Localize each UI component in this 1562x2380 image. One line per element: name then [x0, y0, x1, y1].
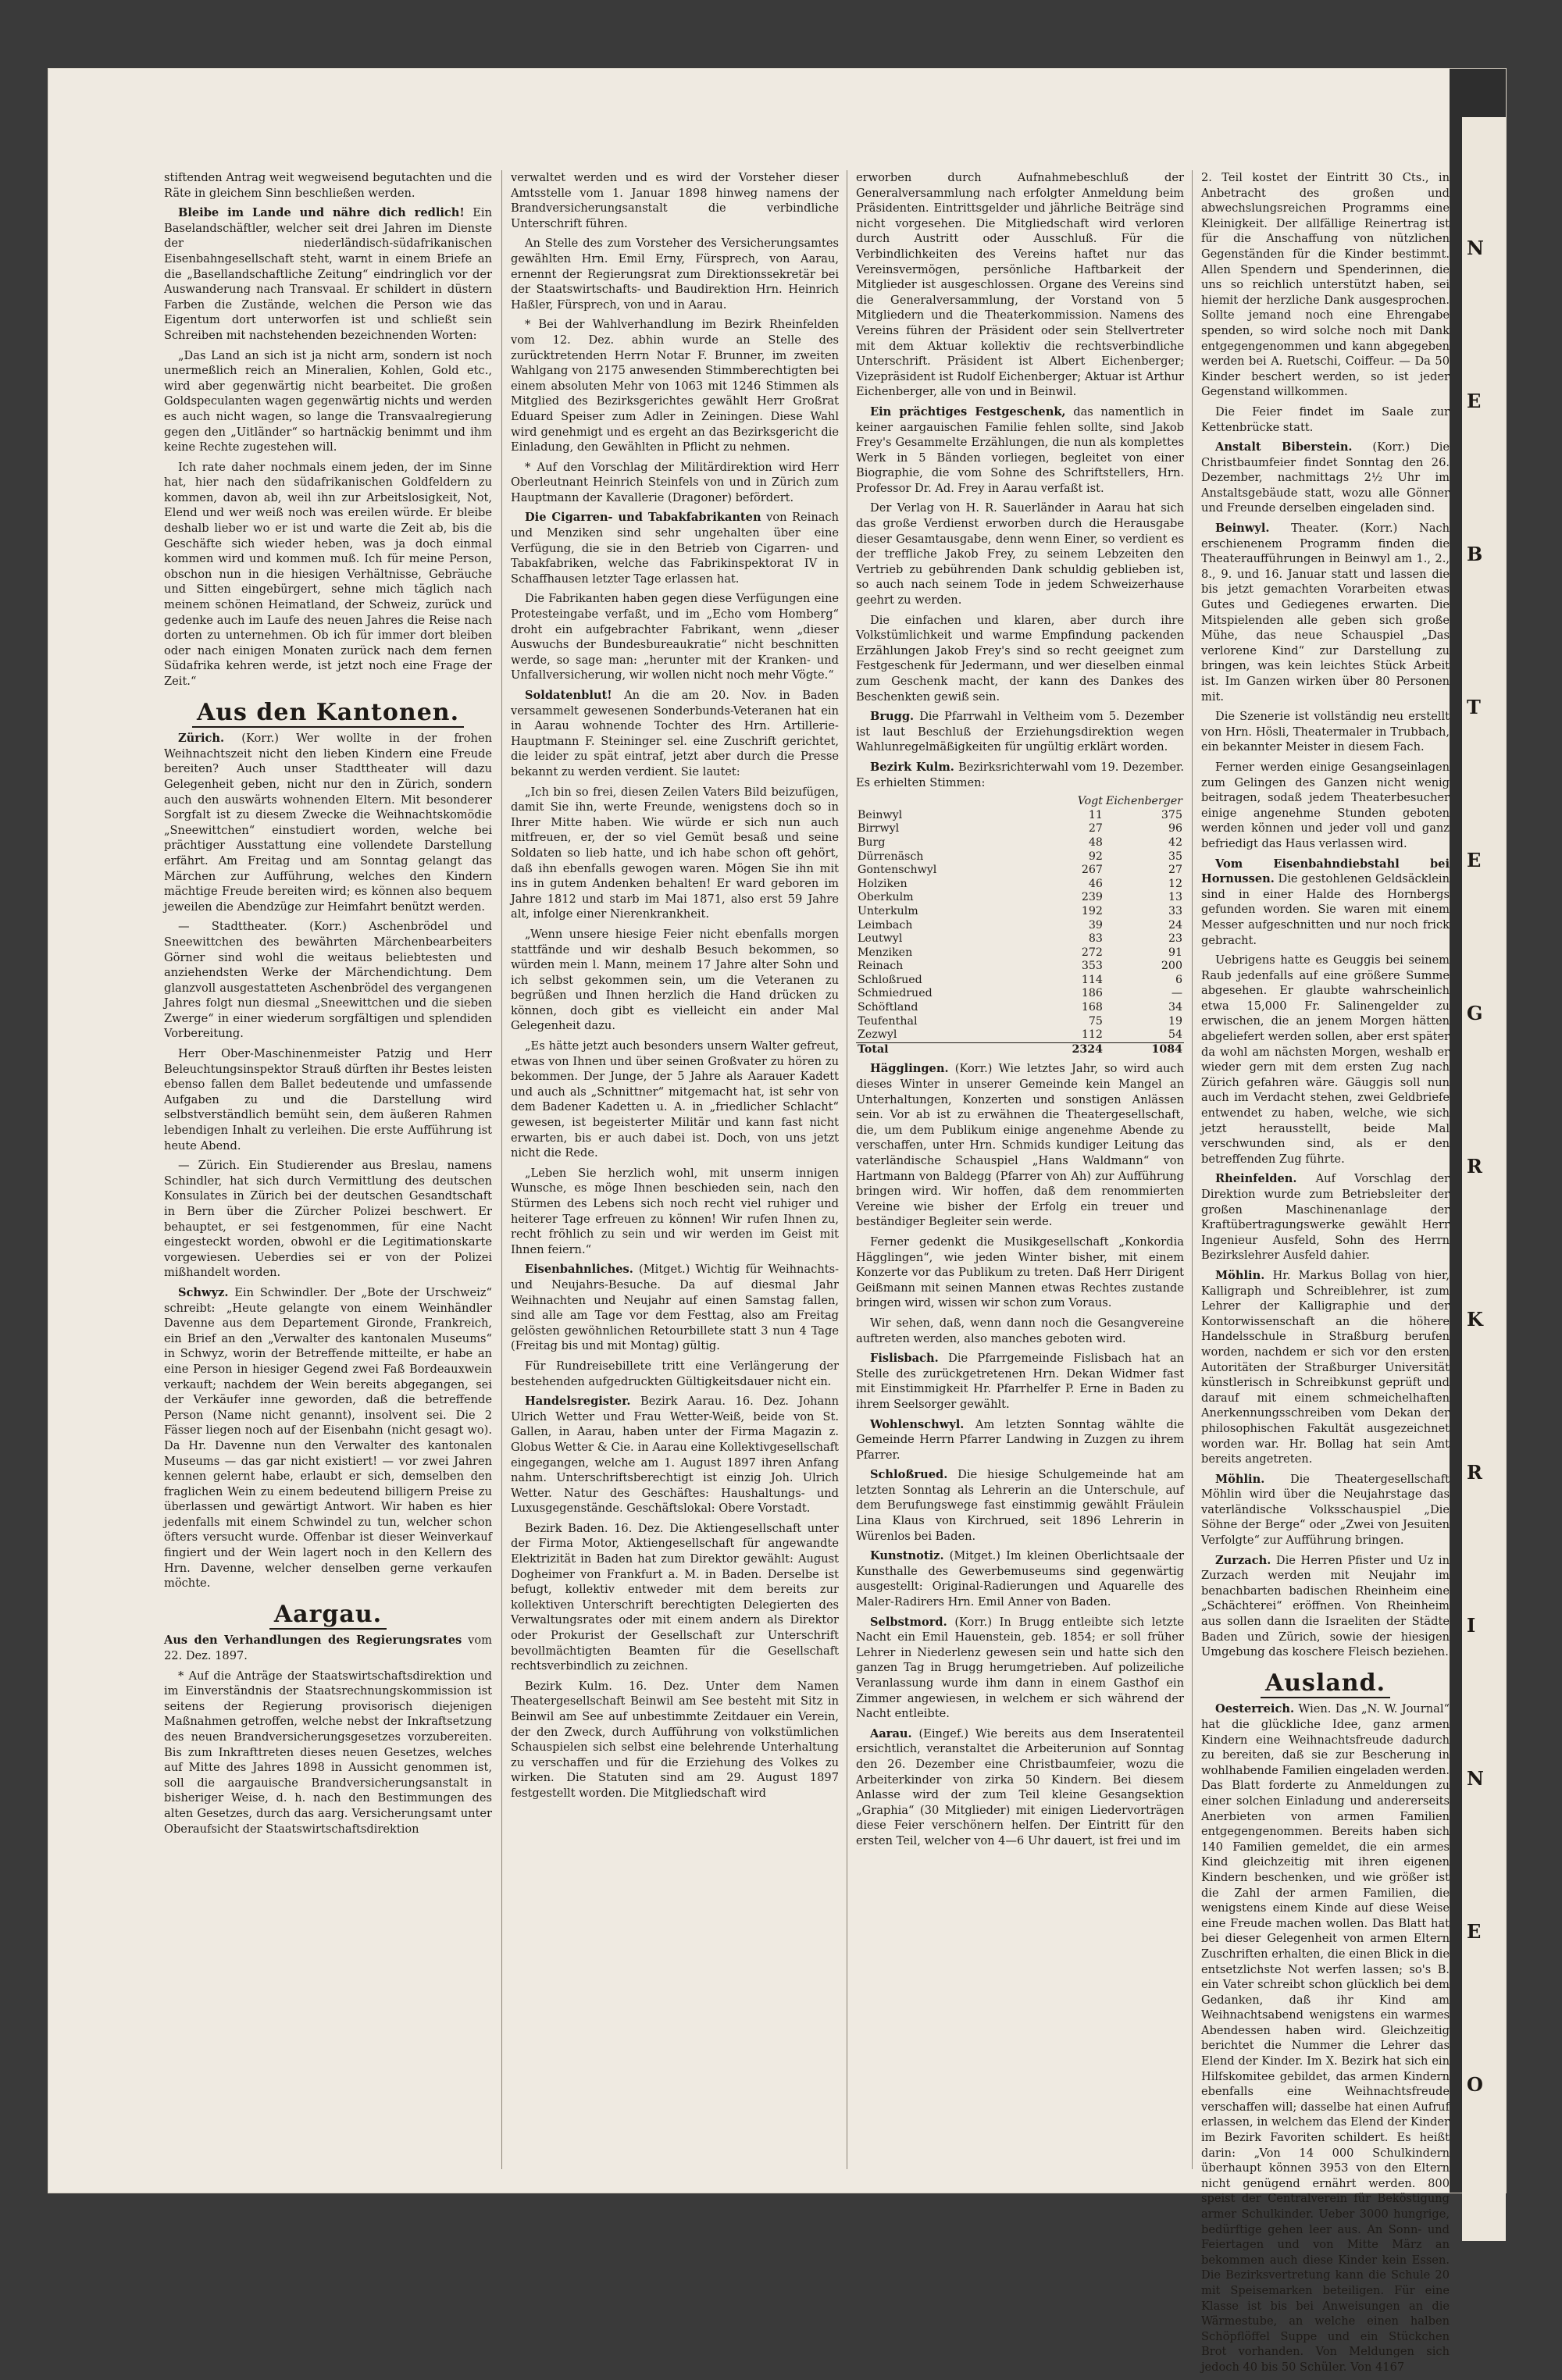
- vote-count-cell: 24: [1168, 918, 1182, 932]
- article-lead: Anstalt Biberstein.: [1215, 440, 1353, 454]
- table-row: [856, 946, 1184, 960]
- article-lead: Kunstnotiz.: [870, 1549, 944, 1563]
- municipality-cell: Schöftland: [858, 1001, 918, 1014]
- table-row: [856, 932, 1184, 946]
- table-row: [856, 1015, 1184, 1029]
- article-text: Die hiesige Schulgemeinde hat am letzten Sonntag als Lehrerin an die Unterschule, auf dem Berufungswege fast einstimmig gewählt Fräulein Lina Klaus von Kirchrued, seit 1896 Lehrerin in Würenlos bei Baden.: [856, 1468, 1185, 1543]
- vote-count-cell: 353: [1081, 960, 1103, 973]
- adjacent-page-fragment: E: [1467, 390, 1482, 412]
- article-text: von Reinach und Menziken sind sehr ungehalten über eine Verfügung, die sie in den Betrieb von Cigarren- und Tabakfabriken, welche das Fabrikinspektorat IV in Schaffhausen letzter Tage erlassen hat.: [511, 511, 839, 586]
- article-lead: Möhlin.: [1215, 1472, 1265, 1486]
- vote-count-cell: 13: [1168, 891, 1182, 904]
- article-text: Hr. Markus Bollag von hier, Kalligraph und Schreiblehrer, ist zum Lehrer der Kalligraphie und der Kontorwissenschaft an die höhere Handelsschule in Straßburg berufen worden, nachdem er sich vor den ersten Autoritäten der Straßburger Universität künstlerisch in Schreibkunst geprüft und darauf mit einem schmeichelhaften Anerkennungsschreiben vom Dekan der philosophischen Fakultät ausgezeichnet worden war. Hr. Bollag hat sein Amt bereits angetreten.: [1201, 1268, 1450, 1466]
- municipality-cell: Burg: [858, 835, 886, 849]
- article-text: Wien. Das „N. W. Journal“ hat die glückliche Idee, ganz armen Kindern eine Weihnachtsfreude dadurch zu bereiten, daß sie zur Bescherung in wohlhabende Familien eingeladen werden. Das Blatt forderte zu Anmeldungen zu einer solchen Einladung und andererseits Anerbieten von armen Familien entgegengenommen. Bereits haben sich 140 Familien gemeldet, die ein armes Kind gleichzeitig mit ihren eigenen Kindern beschenken, und wie größer ist die Zahl der armen Familien, die wenigstens einem Kinde auf diese Weise eine Freude machen wollen. Das Blatt hat bei dieser Gelegenheit von armen Eltern Zuschriften erhalten, die einen Blick in die entsetzlichste Not werfen lassen; so's B. ein Vater schreibt schon glücklich bei dem Gedanken, daß ihr Kind am Weihnachtsabend wenigstens ein warmes Abendessen haben wird. Gleichzeitig berichtet die Nummer die Lehrer das Elend der Kinder. Im X. Bezirk hat sich ein Hilfskomitee gebildet, das armen Kindern ebenfalls eine Weihnachtsfreude verschaffen will; dasselbe hat einen Aufruf erlassen, in welchem das Elend der Kinder im Bezirk Favoriten schildert. Es heißt darin: „Von 14 000 Schulkindern überhaupt können 3953 von den Eltern nicht genügend ernährt werden. 800 speist der Centralverein für Beköstigung armer Schulkinder. Ueber 3000 hungrige, bedürftige gehen leer aus. An Sonn- und Feiertagen und von Mitte März an bekommen auch diese Kinder kein Essen. Die Bezirksvertretung kann die Schule 20 mit Speisemarken beteiligen. Für eine Klasse ist bis bei Anweisungen an die Wärmestube, an welche einen halben Schöpflöffel Suppe und ein Stückchen Brot vorhanden. Von Meldungen sich jedoch 40 bis 50 Schüler. Von 4167: [1201, 1702, 1450, 2374]
- paragraph: Bezirk Baden. 16. Dez. Die Aktiengesellschaft unter der Firma Motor, Aktiengesellschaft für angewandte Elektrizität in Baden hat zum Direktor gewählt: August Dogheimer von Frankfurt a. M. in Baden. Derselbe ist befugt, kollektiv entweder mit dem bereits zur kollektiven Unterschrift berechtigten Delegierten des Verwaltungsrates oder mit einem andern als Direktor oder Prokurist der Gesellschaft zur Unterschrift bevollmächtigten Beamten für die Gesellschaft rechtsverbindlich zu zeichnen.: [511, 1521, 839, 1673]
- adjacent-page-fragment: G: [1467, 1002, 1483, 1024]
- municipality-cell: Birrwyl: [858, 822, 900, 835]
- adjacent-page-fragment: R: [1467, 1155, 1482, 1178]
- paragraph: Wir sehen, daß, wenn dann noch die Gesangvereine auftreten werden, also manches geboten wird.: [856, 1316, 1184, 1345]
- article-text: (Mitget.) Wichtig für Weihnachts- und Neujahrs-Besuche. Da auf diesmal Jahr Weihnachten und Neujahr auf einen Samstag fallen, sind alle am Tage vor dem Festtag, also am Freitag gelösten gewöhnlichen Retourbillete statt 3 nun 4 Tage (Freitag bis und mit Montag) gültig.: [511, 1263, 839, 1353]
- vote-count-cell: 192: [1081, 904, 1103, 917]
- vote-total-cell: 1084: [1104, 1042, 1184, 1056]
- vote-count-cell: 23: [1168, 932, 1182, 946]
- newspaper-page: [48, 69, 1506, 2374]
- table-row: [856, 1001, 1184, 1015]
- paragraph: Ich rate daher nochmals einem jeden, der im Sinne hat, hier nach den südafrikanischen Goldfeldern zu kommen, davon ab, weil ihn zur Arbeitslosigkeit, Not, Elend und wer weiß noch was ereilen würde. Er bleibe deshalb lieber wo er ist und warte die Zeit ab, bis die Geschäfte sich wieder heben, was ja doch einmal kommen wird und kommen muß. Ich für meine Person, obschon nun in die hiesigen Verhältnisse, Gebräuche und Sitten eingebürgert, sehne mich täglich nach meinem schönen Heimatland, der Schweiz, zurück und gedenke auch im Laufe des neuen Jahres die Reise nach dorten zu unternehmen. Ob ich für immer dort bleiben oder nach einigen Monaten zurück nach dem fernen Südafrika kehren werde, ist jetzt noch eine Frage der Zeit.“: [164, 460, 492, 688]
- vote-count-cell: 11: [1088, 808, 1103, 821]
- vote-count-cell: 39: [1088, 918, 1103, 932]
- adjacent-page-fragment: O: [1467, 2073, 1483, 2096]
- municipality-cell: Menziken: [858, 946, 913, 959]
- table-row: [856, 850, 1184, 864]
- article-text: (Korr.) Wer wollte in der frohen Weihnachtszeit nicht den lieben Kindern eine Freude bereiten? Auch unser Stadttheater will dazu Gelegenheit geben, nicht nur den in Zürich, sondern auch den auswärts wohnenden Eltern. Mit besonderer Sorgfalt ist zu diesem Zwecke die Weihnachtskomödie „Sneewittchen“ einstudiert worden, welche bei prächtiger Ausstattung eine vollendete Darstellung erfährt. Am Freitag und am Sonntag gelangt das Märchen zur Aufführung, welches den Kindern mächtige Freude bereiten wird; es können also bequem jeweilen die Abendzüge zur Heimfahrt benützt werden.: [164, 732, 492, 914]
- article-text: Die Herren Pfister und Uz in Zurzach werden mit Neujahr im benachbarten badischen Rheinheim eine „Schächterei“ eröffnen. Von Rheinheim aus sollen dann die Israeliten der Städte Baden und Zürich, sowie der hiesigen Umgebung das koschere Fleisch beziehen.: [1201, 1553, 1450, 1659]
- article-text: Die Theatergesellschaft Möhlin wird über die Neujahrstage das vaterländische Volksschauspiel „Die Söhne der Berge“ oder „Zwei von Jesuiten Verfolgte“ zur Aufführung bringen.: [1201, 1472, 1450, 1548]
- total-label: Total: [856, 1042, 1047, 1056]
- vote-count-cell: 186: [1081, 987, 1103, 1000]
- paragraph: Die Szenerie ist vollständig neu erstellt von Hrn. Hösli, Theatermaler in Trubbach, ein bekannter Meister in diesem Fach.: [1201, 710, 1450, 754]
- paragraph: „Es hätte jetzt auch besonders unsern Walter gefreut, etwas von Ihnen und über seinen Großvater zu hören zu bekommen. Der Junge, der 5 Jahre als Aarauer Kadett und auch als „Schnittner“ mitgemacht hat, ist sehr von dem Badener Kadetten u. A. in „friedlicher Schlacht“ gewesen, ist begeisterter Militär und kann fast nicht erwarten, bis er auch dabei ist. Doch, von uns jetzt nicht die Rede.: [511, 1039, 839, 1160]
- column-3: [856, 170, 1184, 1854]
- column-1: [164, 170, 492, 1841]
- paragraph: „Wenn unsere hiesige Feier nicht ebenfalls morgen stattfände und wir deshalb Besuch bekommen, so würden mein l. Mann, meinem 17 Jahre alter Sohn und ich selbst gekommen sein, um die Veteranen zu begrüßen und Ihnen herzlich die Hand drücken zu können, doch gibt es vielleicht ein ander Mal Gelegenheit dazu.: [511, 927, 839, 1033]
- vote-count-cell: 272: [1081, 946, 1103, 959]
- adjacent-page-fragment: E: [1467, 849, 1482, 871]
- article-lead: Ein prächtiges Festgeschenk,: [870, 404, 1066, 419]
- column-divider: [1192, 170, 1193, 2169]
- municipality-cell: Teufenthal: [858, 1014, 918, 1028]
- article-text: Ein Baselandschäftler, welcher seit drei Jahren im Dienste der niederländisch-südafrikanischen Eisenbahngesellschaft steht, warnt in einem Briefe an die „Basellandschaftliche Zeitung“ eindringlich vor der Auswanderung nach Transvaal. Er schildert in düstern Farben die Zustände, welchen die Person wie das Eigentum dort unterworfen ist und schließt sein Schreiben mit nachstehenden bezeichnenden Worten:: [164, 206, 492, 342]
- vote-count-cell: 75: [1088, 1014, 1103, 1028]
- table-row: [856, 960, 1184, 974]
- article-text: (Korr.) Wie letztes Jahr, so wird auch dieses Winter in unserer Gemeinde kein Mangel an Unterhaltungen, Konzerten und sonstigen Anlässen sein. Vor ab ist zu erwähnen die Theatergesellschaft, die, um dem Publikum einige angenehme Abende zu verschaffen, unter Hrn. Schmids kundiger Leitung das vaterländische Schauspiel „Hans Waldmann“ von Hartmann von Baldegg (Pfarrer von Ah) zur Aufführung bringen wird. Wir hoffen, daß dem renommierten Vereine wie bisher der Erfolg ein treuer und beständiger Begleiter sein werde.: [856, 1062, 1184, 1229]
- municipality-cell: Schloßrued: [858, 973, 922, 986]
- vote-count-cell: 375: [1161, 808, 1182, 821]
- article-lead: Wohlenschwyl.: [870, 1417, 965, 1431]
- article-text: Am letzten Sonntag wählte die Gemeinde Herrn Pfarrer Landwing in Zuzgen zu ihrem Pfarrer.: [856, 1417, 1185, 1462]
- vote-count-cell: 267: [1081, 864, 1103, 877]
- article-text: (Eingef.) Wie bereits aus dem Inseratenteil ersichtlich, veranstaltet die Arbeiterunion auf Sonntag den 26. Dezember eine Christbaumfeier, wozu die Arbeiterkinder von zirka 50 Kindern. Bei diesem Anlasse wird der zum Teil kleine Gesangsektion „Graphia“ (30 Mitglieder) mit einigen Liedervorträgen diese Feier verschönern helfen. Der Eintritt für den ersten Teil, welcher von 4—6 Uhr dauert, ist frei und im: [856, 1726, 1185, 1847]
- article-lead: Selbstmord.: [870, 1615, 947, 1629]
- vote-count-cell: 91: [1168, 946, 1182, 959]
- section-heading: Aargau.: [164, 1607, 492, 1623]
- article-text: Ein Schwindler. Der „Bote der Urschweiz“ schreibt: „Heute gelangte von einem Weinhändler Davenne aus dem Departement Gironde, Frankreich, ein Brief an den „Verwalter des kantonalen Museums“ in Schwyz, worin der Betreffende mitteilte, er habe an eine Person in hiesiger Gegend zwei Faß Bordeauxwein verkauft; nachdem der Wein bereits abgegangen, sei der Verkäufer inne geworden, daß die betreffende Person (Name nicht genannt), insolvent sei. Die 2 Fässer liegen noch auf der Eisenbahn (nicht gesagt wo). Da Hr. Davenne nun den Verwalter des kantonalen Museums — das gar nicht existiert! — vor zwei Jahren kennen gelernt habe, erlaubt er sich, demselben den fraglichen Wein zu einem bedeutend billigern Preise zu überlassen und gewärtigt Antwort. Wir haben es hier jedenfalls mit einem Schwindel zu tun, welcher schon öfters versucht wurde. Offenbar ist dieser Weinverkauf fingiert und der Wein lagert noch in den Kellern des Hrn. Davenne, welcher denselben gerne verkaufen möchte.: [164, 1285, 493, 1591]
- table-row: [856, 864, 1184, 878]
- municipality-cell: Reinach: [858, 960, 904, 973]
- table-row: [856, 836, 1184, 850]
- paragraph: 2. Teil kostet der Eintritt 30 Cts., in Anbetracht des großen und abwechslungsreichen Programms eine Kleinigkeit. Der allfällige Reinertrag ist für die Anschaffung von nützlichen Gegenständen für die Kinder bestimmt. Allen Spendern und Spenderinnen, die uns so reichlich unterstützt haben, sei hiemit der herzliche Dank ausgesprochen. Sollte jemand noch eine Ehrengabe spenden, so wird solche noch mit Dank entgegengenommen und kann abgegeben werden bei A. Ruetschi, Coiffeur. — Da 50 Kinder beschert werden, so ist jeder Gegenstand willkommen.: [1201, 171, 1450, 399]
- paragraph: Der Verlag von H. R. Sauerländer in Aarau hat sich das große Verdienst erworben durch die Herausgabe dieser Gesamtausgabe, denn wenn Einer, so verdient es der treffliche Jakob Frey, zu seinem Lebzeiten den Vertrieb zu gebührenden Dank schuldig geblieben ist, so auch nach seinem Tode in jedem Schweizerhause geehrt zu werden.: [856, 501, 1184, 607]
- adjacent-page-fragment: E: [1467, 1920, 1482, 1943]
- paragraph: Ferner gedenkt die Musikgesellschaft „Konkordia Hägglingen“, wie jeden Winter bisher, mit einem Konzerte vor das Publikum zu treten. Daß Herr Dirigent Geißmann mit seinen Mannen etwas Rechtes zustande bringen wird, wissen wir schon zum Voraus.: [856, 1235, 1184, 1310]
- paragraph: Für Rundreisebillete tritt eine Verlängerung der bestehenden aufgedruckten Gültigkeitsdauer nicht ein.: [511, 1359, 839, 1388]
- vote-count-cell: 27: [1088, 822, 1103, 835]
- adjacent-page-fragment: I: [1467, 1614, 1476, 1637]
- adjacent-page-fragment: N: [1467, 237, 1484, 259]
- article-lead: Rheinfelden.: [1215, 1172, 1297, 1186]
- paragraph: verwaltet werden und es wird der Vorsteher dieser Amtsstelle vom 1. Januar 1898 hinweg namens der Brandversicherungsanstalt die verbindliche Unterschrift führen.: [511, 171, 839, 230]
- vote-count-cell: 112: [1081, 1028, 1103, 1042]
- vote-count-cell: 27: [1168, 864, 1182, 877]
- article-lead: Fislisbach.: [870, 1352, 939, 1366]
- table-row: [856, 878, 1184, 892]
- municipality-cell: Gontenschwyl: [858, 864, 937, 877]
- table-row: [856, 987, 1184, 1001]
- paragraph: Ferner werden einige Gesangseinlagen zum Gelingen des Ganzen nicht wenig beitragen, sodaß jedem Theaterbesucher einige angenehme Stunden geboten werden können und jeder voll und ganz befriedigt das Haus verlassen wird.: [1201, 760, 1450, 850]
- article-lead: Aarau.: [870, 1726, 912, 1740]
- column-2: [511, 170, 839, 1806]
- article-text: Die gestohlenen Geldsäcklein sind in einer Halde des Hornbergs gefunden worden. Sie waren mit einem Messer aufgeschnitten und nur noch frick gebracht.: [1201, 872, 1450, 947]
- article-text: (Mitget.) Im kleinen Oberlichtsaale der Kunsthalle des Gewerbemuseums sind gegenwärtig ausgestellt: Original-Radierungen und Aquarelle des Maler-Radirers Hrn. Emil Anner von Baden.: [856, 1549, 1185, 1609]
- article-text: Theater. (Korr.) Nach erschienenem Programm finden die Theateraufführungen in Beinwyl am 1., 2., 8., 9. und 16. Januar statt und lassen die bis jetzt gemachten Vorarbeiten etwas Gutes und Gediegenes erwarten. Die Mitspielenden alle geben sich große Mühe, das neue Schauspiel „Das verlorene Kind“ zur Darstellung zu bringen, was kein leichtes Stück Arbeit ist. Im Ganzen wirken über 80 Personen mit.: [1201, 522, 1450, 704]
- vote-count-cell: 96: [1168, 822, 1182, 835]
- adjacent-page-fragment: N: [1467, 1767, 1484, 1790]
- vote-total-cell: 2324: [1047, 1042, 1104, 1056]
- municipality-cell: Holziken: [858, 877, 908, 890]
- municipality-cell: Oberkulm: [858, 891, 914, 904]
- paragraph: * Bei der Wahlverhandlung im Bezirk Rheinfelden vom 12. Dez. abhin wurde an Stelle des zurücktretenden Herrn Notar F. Brunner, im zweiten Wahlgang von 2175 anwesenden Stimmberechtigten bei einem absoluten Mehr von 1063 mit 1246 Stimmen als Mitglied des Bezirksgerichtes gewählt Herr Großrat Eduard Speiser zum Adler in Zeiningen. Diese Wahl wird genehmigt und es ergeht an das Bezirksgericht die Einladung, den Gewählten in Pflicht zu nehmen.: [511, 318, 839, 454]
- article-text: (Korr.) In Brugg entleibte sich letzte Nacht ein Emil Hauenstein, geb. 1854; er soll früher Lehrer in Niederlenz gewesen sein und hatte sich den ganzen Tag in Brugg herumgetrieben. Auf polizeiliche Veranlassung wurde ihm dann in einem Gasthof ein Zimmer angewiesen, in welchem er sich während der Nacht entleibte.: [856, 1615, 1184, 1721]
- adjacent-page-fragment: T: [1467, 696, 1481, 718]
- article-lead: Zurzach.: [1215, 1553, 1271, 1567]
- article-lead: Schloßrued.: [870, 1468, 948, 1482]
- article-lead: Zürich.: [178, 732, 225, 746]
- adjacent-page-edge: [1462, 117, 1506, 2241]
- article-lead: Beinwyl.: [1215, 522, 1270, 536]
- vote-count-cell: 46: [1088, 877, 1103, 890]
- article-text: Die Pfarrwahl in Veltheim vom 5. Dezember ist laut Beschluß der Erziehungsdirektion wegen Wahlunregelmäßigkeiten für ungültig erklärt worden.: [856, 710, 1184, 754]
- paragraph: — Stadttheater. (Korr.) Aschenbrödel und Sneewittchen des bewährten Märchenbearbeiters Görner sind wohl die weitaus beliebtesten und anziehendsten Werke der Märchendichtung. Dem glanzvoll ausgestatteten Aschenbrödel des vergangenen Jahres folgt nun diesmal „Sneewittchen und die sieben Zwerge“ in einer wiederum sorgfältigen und splendiden Vorbereitung.: [164, 920, 492, 1041]
- section-heading: Aus den Kantonen.: [164, 705, 492, 721]
- article-lead: Bezirk Kulm.: [870, 760, 954, 774]
- vote-count-cell: 92: [1088, 850, 1103, 863]
- municipality-cell: Leimbach: [858, 918, 913, 932]
- article-lead: Möhlin.: [1215, 1268, 1265, 1282]
- paragraph: „Das Land an sich ist ja nicht arm, sondern ist noch unermeßlich reich an Mineralien, Kohlen, Gold etc., wird aber gegenwärtig nicht bearbeitet. Die großen Goldspeculanten wagen gegenwärtig nichts und werden es auch nicht wagen, so lange die Transvaalregierung gegen den „Uitländer“ so hartnäckig benimmt und ihm keine Rechte zugestehen will.: [164, 348, 492, 454]
- vote-count-cell: 35: [1168, 850, 1182, 863]
- election-results-table: [856, 795, 1184, 1056]
- vote-count-cell: 54: [1168, 1028, 1182, 1042]
- adjacent-page-fragment: B: [1467, 543, 1483, 565]
- vote-count-cell: 48: [1088, 835, 1103, 849]
- table-row: [856, 809, 1184, 823]
- paragraph: „Leben Sie herzlich wohl, mit unserm innigen Wunsche, es möge Ihnen beschieden sein, nach den Stürmen des Lebens sich noch recht viel ruhiger und heiterer Tage erfreuen zu können! Wir rufen Ihnen zu, recht fröhlich zu sein und wir werden im Geist mit Ihnen feiern.“: [511, 1166, 839, 1256]
- paragraph: erworben durch Aufnahmebeschluß der Generalversammlung nach erfolgter Anmeldung beim Präsidenten. Eintrittsgelder und jährliche Beiträge sind nicht vorgesehen. Die Mitgliedschaft wird verloren durch Austritt oder Ausschluß. Für die Verbindlichkeiten des Vereins haftet nur das Vereinsvermögen, persönliche Haftbarkeit der Mitglieder ist ausgeschlossen. Organe des Vereins sind die Generalversammlung, der Vorstand von 5 Mitgliedern und die Theaterkommission. Namens des Vereins führen der Präsident oder sein Stellvertreter mit dem Aktuar kollektiv die rechtsverbindliche Unterschrift. Präsident ist Albert Eichenberger; Vizepräsident ist Rudolf Eichenberger; Aktuar ist Arthur Eichenberger, alle von und in Beinwil.: [856, 171, 1184, 399]
- article-lead: Hägglingen.: [870, 1062, 949, 1076]
- article-lead: Die Cigarren- und Tabakfabrikanten: [525, 511, 761, 525]
- table-row: [856, 974, 1184, 988]
- article-lead: Soldatenblut!: [525, 689, 612, 702]
- adjacent-page-fragment: R: [1467, 1461, 1482, 1484]
- column-header: Eichenberger: [1105, 795, 1182, 808]
- paragraph: * Auf den Vorschlag der Militärdirektion wird Herr Oberleutnant Heinrich Steinfels von und in Zürich zum Hauptmann der Kavallerie (Dragoner) befördert.: [511, 460, 839, 504]
- paragraph: Die Feier findet im Saale zur Kettenbrücke statt.: [1201, 404, 1450, 434]
- article-text: Bezirk Aarau. 16. Dez. Johann Ulrich Wetter und Frau Wetter-Weiß, beide von St. Gallen, in Aarau, haben unter der Firma Magazin z. Globus Wetter & Cie. in Aarau eine Kollektivgesellschaft eingegangen, welche am 1. August 1897 ihren Anfang nahm. Unterschriftsberechtigt ist einzig Joh. Ulrich Wetter. Natur des Geschäftes: Haushaltungs- und Luxusgegenstände. Geschäftslokal: Obere Vorstadt.: [511, 1395, 839, 1516]
- municipality-cell: Leutwyl: [858, 932, 903, 946]
- article-text: das namentlich in keiner aargauischen Familie fehlen sollte, sind Jakob Frey's Gesammelte Erzählungen, die nun als komplettes Werk in 5 Bänden vorliegen, begleitet von einer Biographie, die vom Sohne des Schriftstellers, Hrn. Professor Dr. Ad. Frey in Aarau verfaßt ist.: [856, 404, 1184, 495]
- article-lead: Vom Eisenbahndiebstahl bei Hornussen.: [1201, 857, 1450, 886]
- municipality-cell: Beinwyl: [858, 808, 903, 821]
- article-lead: Handelsregister.: [525, 1395, 631, 1409]
- table-row: [856, 919, 1184, 933]
- vote-count-cell: 168: [1081, 1001, 1103, 1014]
- article-lead: Aus den Verhandlungen des Regierungsrates: [164, 1634, 462, 1648]
- table-row: [856, 905, 1184, 919]
- article-text: An die am 20. Nov. in Baden versammelt gewesenen Sonderbunds-Veteranen hat ein in Aarau wohnende Tochter des Hrn. Artillerie-Hauptmann F. Steininger sel. eine Zuschrift gerichtet, die leider zu spät eintraf, jetzt aber durch die Presse bekannt zu werden verdient. Sie lautet:: [511, 689, 839, 778]
- vote-count-cell: 34: [1168, 1001, 1182, 1014]
- paragraph: * Auf die Anträge der Staatswirtschaftsdirektion und im Einverständnis der Staatsrechnungskommission ist seitens der Regierung provisorisch diejenigen Maßnahmen getroffen, welche nebst der Inkraftsetzung des neuen Brandversicherungsgesetzes vorzubereiten. Bis zum Inkrafttreten dieses neuen Gesetzes, welches auf Mitte des Jahres 1898 in Aussicht genommen ist, soll die aargauische Brandversicherungsanstalt in bisheriger Weise, d. h. nach den Bestimmungen des alten Gesetzes, durch das aarg. Versicherungsamt unter Oberaufsicht der Staatswirtschaftsdirektion: [164, 1669, 492, 1836]
- article-text: Die Pfarrgemeinde Fislisbach hat an Stelle des zurückgetretenen Hrn. Dekan Widmer fast mit Einstimmigkeit Hr. Pfarrhelfer P. Erne in Baden zu ihrem Seelsorger gewählt.: [856, 1352, 1185, 1411]
- vote-count-cell: 239: [1081, 891, 1103, 904]
- article-lead: Oesterreich.: [1215, 1702, 1295, 1716]
- vote-count-cell: 19: [1168, 1014, 1182, 1028]
- municipality-cell: Zezwyl: [858, 1028, 897, 1042]
- vote-count-cell: 12: [1168, 877, 1182, 890]
- vote-count-cell: 83: [1088, 932, 1103, 946]
- paragraph: Die einfachen und klaren, aber durch ihre Volkstümlichkeit und warme Empfindung packenden Erzählungen Jakob Frey's sind so recht geeignet zum Festgeschenk für Jedermann, und wer dieselben einmal zum Geschenk macht, der kann des Dankes des Beschenkten gewiß sein.: [856, 613, 1184, 704]
- adjacent-page-fragment: K: [1467, 1308, 1483, 1331]
- article-lead: Brugg.: [870, 710, 915, 724]
- column-4: [1201, 170, 1450, 2380]
- article-text: vom 22. Dez. 1897.: [164, 1634, 492, 1663]
- table-row: [856, 1028, 1184, 1042]
- column-header: Vogt: [1077, 795, 1103, 808]
- article-text: Auf Vorschlag der Direktion wurde zum Betriebsleiter der großen Maschinenanlage der Kraftübertragungswerke gewählt Herr Ingenieur Ausfeld, Sohn des Herrn Bezirkslehrer Ausfeld dahier.: [1201, 1172, 1450, 1263]
- municipality-cell: Unterkulm: [858, 904, 918, 917]
- article-lead: Eisenbahnliches.: [525, 1263, 633, 1277]
- article-lead: Schwyz.: [178, 1285, 229, 1299]
- paragraph: Herr Ober-Maschinenmeister Patzig und Herr Beleuchtungsinspektor Strauß dürften ihr Bestes leisten ebenso fallen dem Ballet bedeutende und umfassende Aufgaben zu und die Darstellung wird selbstverständlich bemüht sein, dem äußeren Rahmen lebendigen Inhalt zu verleihen. Die erste Aufführung ist heute Abend.: [164, 1047, 492, 1153]
- article-text: Bezirksrichterwahl vom 19. Dezember. Es erhielten Stimmen:: [856, 760, 1185, 789]
- vote-count-cell: 200: [1161, 960, 1182, 973]
- table-header-row: [856, 795, 1184, 809]
- paragraph: Uebrigens hatte es Geuggis bei seinem Raub jedenfalls auf eine größere Summe abgesehen. Er glaubte wahrscheinlich etwa 15,000 Fr. Salinengelder zu erwischen, die an jenem Morgen hätten abgeliefert werden sollen, aber erst später da wohl am nächsten Morgen, weshalb er wieder gern mit dem ersten Zug nach Zürich gefahren wäre. Gäuggis soll nun auch im Verdacht stehen, zwei Geldbriefe entwendet zu haben, welche, wie sich jetzt herausstellt, beide Mal verschwunden sind, als er den betreffenden Zug führte.: [1201, 953, 1450, 1166]
- municipality-cell: Schmiedrued: [858, 987, 933, 1000]
- vote-count-cell: 114: [1081, 973, 1103, 986]
- vote-count-cell: 6: [1175, 973, 1182, 986]
- section-heading: Ausland.: [1201, 1676, 1450, 1691]
- paragraph: An Stelle des zum Vorsteher des Versicherungsamtes gewählten Hrn. Emil Erny, Fürsprech, von Aarau, ernennt der Regierungsrat zum Direktionssekretär bei der Staatswirtschafts- und Baudirektion Hrn. Heinrich Haßler, Fürsprech, von und in Aarau.: [511, 237, 839, 312]
- paragraph: „Ich bin so frei, diesen Zeilen Vaters Bild beizufügen, damit Sie ihn, werte Freunde, wenigstens doch so in Ihrer Mitte haben. Wie würde er sich nun auch mitfreuen, er, der so viel Gemüt besaß und seine Soldaten so lieb hatte, und ich habe schon oft gehört, daß ihn ebenfalls gewogen waren. Mögen Sie ihn mit ins in gutem Andenken behalten! Er ward geboren im Jahre 1812 und starb im Mai 1871, also erst 59 Jahre alt, infolge einer Nierenkrankheit.: [511, 785, 839, 921]
- vote-count-cell: —: [1171, 987, 1182, 1000]
- vote-count-cell: 33: [1168, 904, 1182, 917]
- table-row: [856, 822, 1184, 836]
- column-divider: [501, 170, 502, 2169]
- paragraph: — Zürich. Ein Studierender aus Breslau, namens Schindler, hat sich durch Vermittlung des deutschen Konsulates in Zürich bei der deutschen Gesandtschaft in Bern über die Zürcher Polizei beschwert. Er behauptet, er sei festgenommen, für eine Nacht eingesteckt worden, obwohl er die Legitimationskarte vorgewiesen. Ueberdies sei er von der Polizei mißhandelt worden.: [164, 1159, 492, 1280]
- article-text: (Korr.) Die Christbaumfeier findet Sonntag den 26. Dezember, nachmittags 2½ Uhr im Anstaltsgebäude statt, wozu alle Gönner und Freunde derselben eingeladen sind.: [1201, 440, 1450, 515]
- article-lead: Bleibe im Lande und nähre dich redlich!: [178, 206, 465, 220]
- paragraph: Die Fabrikanten haben gegen diese Verfügungen eine Protesteingabe verfaßt, und im „Echo vom Homberg“ droht ein aufgebrachter Fabrikant, wenn „dieser Auswuchs der Bundesbureaukratie“ nicht beschnitten werde, so sage man: „herunter mit der Kranken- und Unfallversicherung, wir wollen nicht noch mehr Vögte.“: [511, 592, 839, 682]
- vote-count-cell: 42: [1168, 835, 1182, 849]
- table-row: [856, 891, 1184, 905]
- paragraph: stiftenden Antrag weit wegweisend begutachten und die Räte in gleichem Sinn beschließen werden.: [164, 171, 492, 200]
- paragraph: Bezirk Kulm. 16. Dez. Unter dem Namen Theatergesellschaft Beinwil am See besteht mit Sitz in Beinwil am See auf unbestimmte Zeitdauer ein Verein, der den Zweck, durch Aufführung von volkstümlichen Schauspielen sich selbst eine belehrende Unterhaltung zu verschaffen und für die Erziehung des Volkes zu wirken. Die Statuten sind am 29. August 1897 festgestellt worden. Die Mitgliedschaft wird: [511, 1679, 839, 1800]
- municipality-cell: Dürrenäsch: [858, 850, 924, 863]
- table-total-row: [856, 1042, 1184, 1056]
